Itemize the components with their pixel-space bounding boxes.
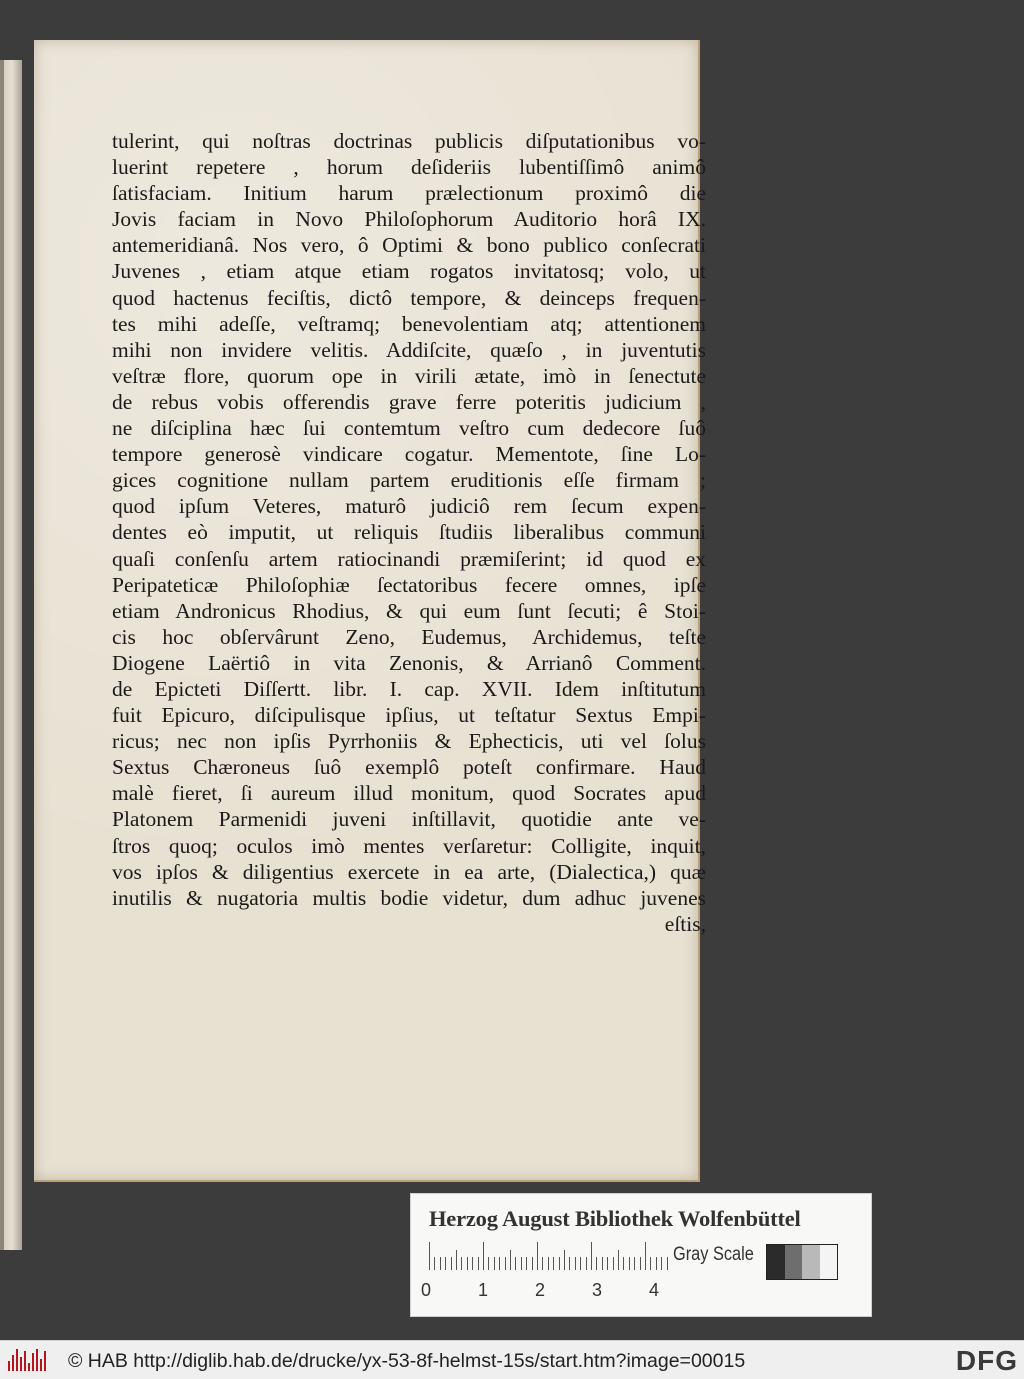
text-line: cis hoc obſervârunt Zeno, Eudemus, Archidemus, teſte xyxy=(112,624,706,649)
gray-swatch xyxy=(767,1245,785,1279)
hab-logo-icon xyxy=(8,1349,48,1371)
logo-bar xyxy=(44,1351,46,1371)
ruler-tick xyxy=(629,1257,630,1270)
ruler-tick xyxy=(440,1257,441,1270)
ruler-tick xyxy=(478,1257,479,1270)
logo-bar xyxy=(28,1363,30,1371)
ruler-tick xyxy=(451,1257,452,1270)
ruler-tick xyxy=(429,1242,430,1270)
ruler-tick xyxy=(645,1242,646,1270)
ruler-tick xyxy=(494,1257,495,1270)
ruler-tick xyxy=(586,1257,587,1270)
gray-swatch xyxy=(785,1245,803,1279)
ruler-number: 2 xyxy=(535,1280,546,1300)
ruler-number: 4 xyxy=(649,1280,660,1300)
ruler-tick xyxy=(483,1242,484,1270)
ruler-tick xyxy=(510,1250,511,1270)
text-line: inutilis & nugatoria multis bodie videtur, dum adhuc juvenes xyxy=(112,885,706,910)
text-line: fuit Epicuro, diſcipulisque ipſius, ut teſtatur Sextus Empi- xyxy=(112,703,706,728)
text-line: mihi non invidere velitis. Addiſcite, quæſo , in juventutis xyxy=(112,337,706,362)
ruler-tick xyxy=(505,1257,506,1270)
ruler-tick xyxy=(559,1257,560,1270)
text-line: quod hactenus feciſtis, dictô tempore, & deinceps frequen- xyxy=(112,285,706,310)
document-page xyxy=(34,40,706,1182)
ruler-tick xyxy=(461,1257,462,1270)
logo-bar xyxy=(8,1361,10,1371)
ruler-tick xyxy=(564,1250,565,1270)
text-line: tes mihi adeſſe, veſtramq; benevolentiam atq; attentionem xyxy=(112,311,706,336)
ruler-tick xyxy=(434,1257,435,1270)
logo-bar xyxy=(40,1359,42,1371)
ruler-tick xyxy=(445,1257,446,1270)
footer-citation-link[interactable]: © HAB http://diglib.hab.de/drucke/yx-53-8f-helmst-15s/start.htm?image=00015 xyxy=(68,1350,746,1372)
ruler-tick xyxy=(515,1257,516,1270)
ruler-tick xyxy=(488,1257,489,1270)
text-line: Peripateticæ Philoſophiæ ſectatoribus fecere omnes, ipſe xyxy=(112,572,706,597)
text-line: tulerint, qui noſtras doctrinas publicis diſputationibus vo- xyxy=(112,129,706,153)
text-line: dentes eò imputit, ut reliquis ſtudiis liberalibus communi xyxy=(112,520,706,545)
page-text-block xyxy=(112,128,706,937)
ruler-tick xyxy=(456,1250,457,1270)
ruler-tick xyxy=(656,1257,657,1270)
text-line: etiam Andronicus Rhodius, & qui eum ſunt ſecuti; ê Stoi- xyxy=(112,598,706,623)
logo-bar xyxy=(16,1349,18,1371)
logo-bar xyxy=(36,1349,38,1371)
ruler-number: 1 xyxy=(478,1280,489,1300)
ruler-tick xyxy=(532,1257,533,1270)
text-line: Platonem Parmenidi juveni inſtillavit, quotidie ante ve- xyxy=(112,807,706,832)
ruler-tick xyxy=(548,1257,549,1270)
gray-swatch xyxy=(820,1245,838,1279)
ruler-tick xyxy=(650,1257,651,1270)
text-line: Juvenes , etiam atque etiam rogatos invitatosq; volo, ut xyxy=(112,259,706,284)
ruler-tick xyxy=(521,1257,522,1270)
ruler-tick xyxy=(499,1257,500,1270)
gray-swatch xyxy=(802,1245,820,1279)
text-line: Jovis faciam in Novo Philoſophorum Auditorio horâ IX. xyxy=(112,207,706,232)
ruler-tick xyxy=(661,1257,662,1270)
previous-page-edge xyxy=(0,60,22,1250)
text-line: ſatisfaciam. Initium harum prælectionum proximô die xyxy=(112,181,706,206)
ruler-tick xyxy=(667,1257,668,1270)
ruler-tick xyxy=(596,1257,597,1270)
text-line: ne diſciplina hæc ſui contemtum veſtro cum dedecore ſuô xyxy=(112,416,706,441)
text-line: veſtræ flore, quorum ope in virili ætate, imò in ſenectute xyxy=(112,363,706,388)
ruler-tick xyxy=(467,1257,468,1270)
text-line: eſtis, xyxy=(664,911,706,936)
ruler-tick xyxy=(634,1257,635,1270)
footer-bar xyxy=(0,1340,1024,1379)
gray-scale-label: Gray Scale xyxy=(673,1244,754,1265)
ruler-tick xyxy=(472,1257,473,1270)
text-line: ſtros quoq; oculos imò mentes verſaretur: Colligite, inquit, xyxy=(112,833,706,858)
gray-scale-swatches xyxy=(766,1244,838,1280)
ruler-tick xyxy=(618,1250,619,1270)
text-line: de rebus vobis offerendis grave ferre poteritis judicium , xyxy=(112,389,706,414)
ruler-tick xyxy=(607,1257,608,1270)
ruler-tick xyxy=(537,1242,538,1270)
text-line: quaſi conſenſu artem ratiocinandi præmiſerint; id quod ex xyxy=(112,546,706,571)
ruler-tick xyxy=(623,1257,624,1270)
ruler-tick xyxy=(640,1257,641,1270)
ruler-tick xyxy=(591,1242,592,1270)
text-line: Sextus Chæroneus ſuô exemplô poteſt confirmare. Haud xyxy=(112,755,706,780)
logo-bar xyxy=(20,1357,22,1371)
ruler-tick xyxy=(569,1257,570,1270)
text-line: malè fieret, ſi aureum illud monitum, quod Socrates apud xyxy=(112,781,706,806)
ruler-tick xyxy=(575,1257,576,1270)
text-line: luerint repetere , horum deſideriis lubentiſſimô animô xyxy=(112,155,706,180)
text-line: antemeridianâ. Nos vero, ô Optimi & bono publico conſecrati xyxy=(112,233,706,258)
text-line: quod ipſum Veteres, maturô judiciô rem ſecum expen- xyxy=(112,494,706,519)
ruler-number: 0 xyxy=(421,1280,432,1300)
text-line: de Epicteti Diſſertt. libr. I. cap. XVII. Idem inſtitutum xyxy=(112,676,706,701)
ruler-number: 3 xyxy=(592,1280,603,1300)
dfg-logo: DFG xyxy=(955,1345,1018,1376)
text-line: Diogene Laërtiô in vita Zenonis, & Arrianô Comment. xyxy=(112,650,706,675)
ruler-tick xyxy=(602,1257,603,1270)
ruler-tick xyxy=(580,1257,581,1270)
measurement-ruler xyxy=(429,1242,669,1270)
ruler-tick xyxy=(553,1257,554,1270)
text-line: ricus; nec non ipſis Pyrrhoniis & Ephecticis, uti vel ſolus xyxy=(112,729,706,754)
logo-bar xyxy=(24,1351,26,1371)
text-line: vos ipſos & diligentius exercete in ea arte, (Dialectica,) quæ xyxy=(112,859,706,884)
ruler-numbers xyxy=(421,1280,681,1302)
reference-card xyxy=(410,1193,872,1317)
ruler-tick xyxy=(542,1257,543,1270)
ruler-tick xyxy=(613,1257,614,1270)
text-line: tempore generosè vindicare cogatur. Mementote, ſine Lo- xyxy=(112,442,706,467)
logo-bar xyxy=(32,1353,34,1371)
logo-bar xyxy=(12,1355,14,1371)
ruler-tick xyxy=(526,1257,527,1270)
text-line: gices cognitione nullam partem eruditionis eſſe firmam ; xyxy=(112,468,706,493)
library-name: Herzog August Bibliothek Wolfenbüttel xyxy=(429,1206,801,1231)
